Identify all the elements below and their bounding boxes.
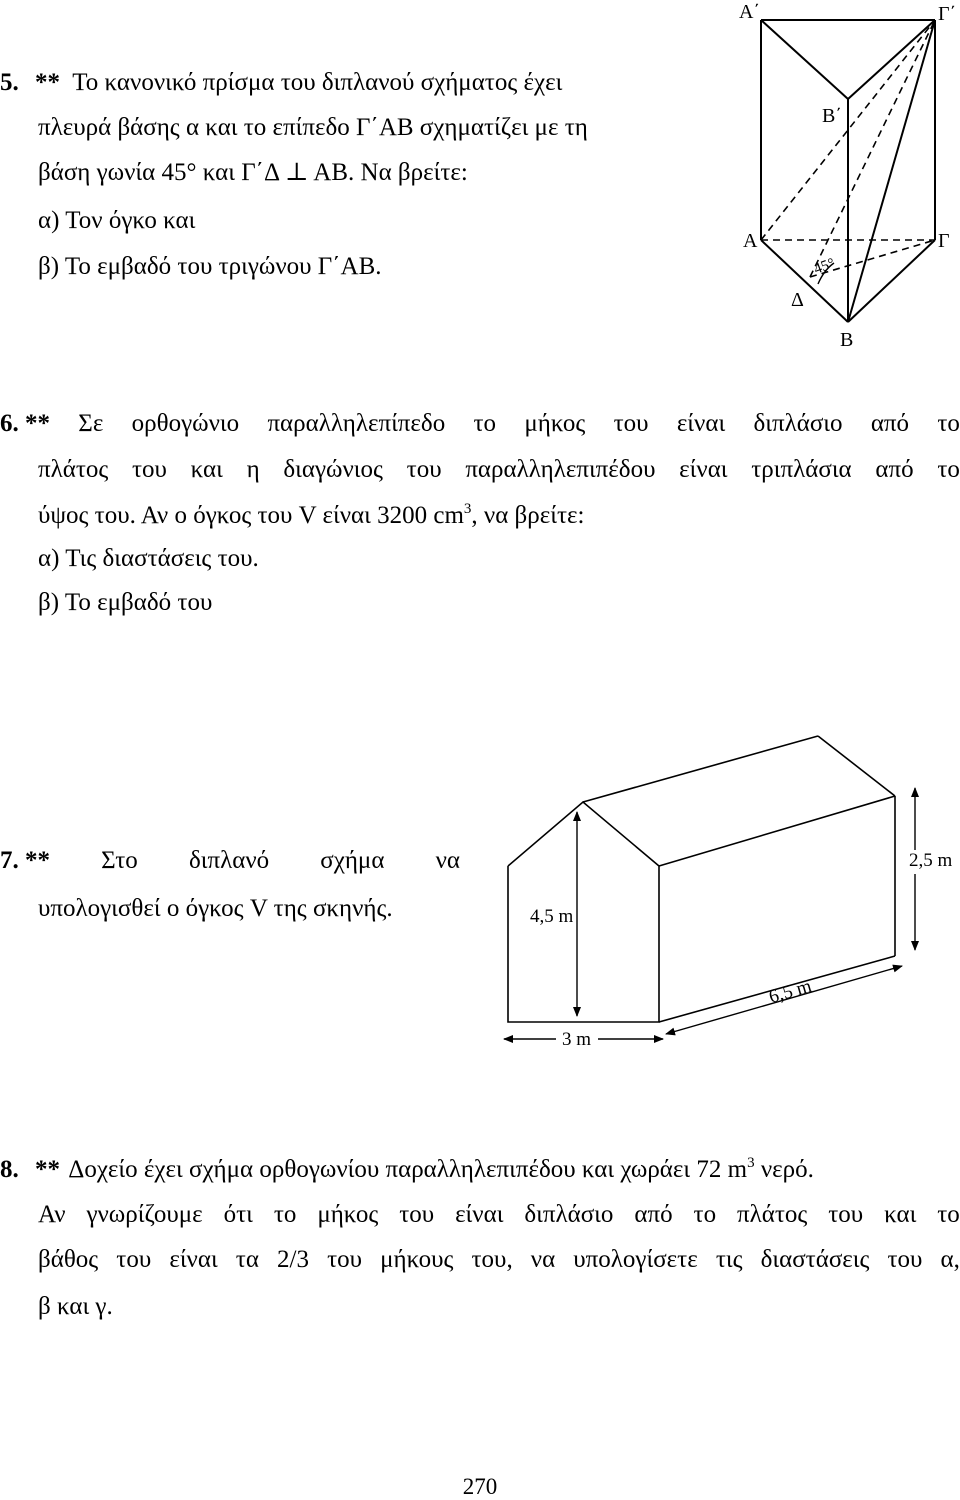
word: σχήμα (320, 847, 385, 874)
p8-line3 (38, 1245, 960, 1275)
p5-line3: βάση γωνία 45° και Γ΄Δ ⊥ ΑΒ. Να βρείτε: (38, 159, 468, 186)
word: τα (235, 1246, 259, 1273)
word: τις (715, 1246, 743, 1273)
word: μήκους (380, 1246, 454, 1273)
word: το (693, 1201, 717, 1228)
word: το (937, 456, 960, 483)
word: διπλανό (188, 847, 270, 874)
p8-line1-text: Δοχείο έχει σχήμα ορθογωνίου παραλληλεπιπέδου και χωράει 72 m (68, 1156, 748, 1183)
word: από (875, 456, 914, 483)
word: μήκος (524, 410, 586, 437)
p7-line2: υπολογισθεί ο όγκος V της σκηνής. (38, 895, 393, 922)
word: και (190, 456, 223, 483)
label-width: 3 m (562, 1029, 592, 1050)
p5-item-b: β) Το εμβαδό του τριγώνου Γ΄ΑΒ. (38, 253, 382, 280)
p5-text-1: Το κανονικό πρίσμα του διπλανού σχήματος έχει (72, 69, 563, 96)
word: του (399, 1201, 435, 1228)
word: παραλληλεπιπέδου (465, 456, 656, 483)
p5-line2: πλευρά βάσης α και το επίπεδο Γ΄ΑΒ σχηματίζει με τη (38, 114, 588, 141)
word: διπλάσιο (753, 410, 843, 437)
word: το (937, 1201, 960, 1228)
word: Σε (78, 410, 104, 437)
word: και (884, 1201, 917, 1228)
label-A-prime: Α΄ (739, 1, 761, 23)
label-height-wall: 2,5 m (909, 850, 953, 871)
p6-number: 6. (0, 410, 19, 437)
word: είναι (169, 1246, 218, 1273)
word: ορθογώνιο (131, 410, 240, 437)
label-G: Γ (938, 230, 950, 252)
word: υπολογίσετε (573, 1246, 698, 1273)
p8-number: 8. (0, 1156, 19, 1183)
label-D: Δ (791, 289, 804, 311)
word: του (406, 456, 442, 483)
word: να (530, 1246, 556, 1273)
word: το (473, 410, 497, 437)
angle-label: 45° (811, 255, 838, 278)
word: Αν (38, 1201, 66, 1228)
word: διαστάσεις (760, 1246, 870, 1273)
word: πλάτος (737, 1201, 808, 1228)
word: παραλληλεπίπεδο (267, 410, 446, 437)
p8-line2 (38, 1200, 960, 1230)
p6-item-a: α) Τις διαστάσεις του. (38, 545, 259, 572)
label-B: Β (840, 329, 854, 351)
p5-stars: ** (35, 69, 60, 96)
word: Στο (101, 847, 138, 874)
word: του, (471, 1246, 513, 1273)
word: του (132, 456, 167, 483)
p7-number: 7. (0, 847, 19, 874)
p6-line3-tail: , να βρείτε: (471, 502, 585, 529)
p6-line3-text: ύψος του. Αν ο όγκος του V είναι 3200 cm (38, 502, 464, 529)
word: του (116, 1246, 152, 1273)
word: α, (940, 1246, 960, 1273)
label-B-prime: Β΄ (822, 105, 842, 127)
word: είναι (676, 410, 726, 437)
p8-line4: β και γ. (38, 1293, 113, 1320)
superscript: 3 (463, 500, 472, 517)
p5-item-a: α) Τον όγκο και (38, 207, 196, 234)
p8-stars: ** (35, 1156, 60, 1183)
word: είναι (455, 1201, 504, 1228)
label-G-prime: Γ΄ (938, 3, 957, 25)
word: από (870, 410, 910, 437)
label-height-total: 4,5 m (530, 906, 574, 927)
word: τριπλάσια (751, 456, 852, 483)
word: του (828, 1201, 864, 1228)
word: γνωρίζουμε (86, 1201, 203, 1228)
superscript: 3 (747, 1154, 755, 1171)
word: να (435, 847, 460, 874)
p8-line1 (0, 1155, 814, 1185)
label-length: 6,5 m (766, 975, 814, 1008)
page-number: 270 (462, 1474, 498, 1499)
word: βάθος (38, 1246, 99, 1273)
word: του (327, 1246, 363, 1273)
word: η (246, 456, 260, 483)
word: το (937, 410, 960, 437)
p6-stars: ** (25, 410, 50, 437)
word: από (634, 1201, 673, 1228)
label-A: Α (743, 230, 758, 252)
word: το (273, 1201, 297, 1228)
word: διαγώνιος (283, 456, 383, 483)
word: πλάτος (38, 456, 109, 483)
p7-stars: ** (25, 847, 50, 874)
p6-item-b: β) Το εμβαδό του (38, 589, 213, 616)
p8-line1-tail: νερό. (754, 1156, 814, 1183)
word: του (613, 410, 649, 437)
word: είναι (679, 456, 728, 483)
word: 2/3 (277, 1246, 309, 1273)
word: μήκος (317, 1201, 379, 1228)
word: του (887, 1246, 923, 1273)
word: ότι (223, 1201, 253, 1228)
p5-number: 5. (0, 69, 19, 96)
word: διπλάσιο (524, 1201, 614, 1228)
